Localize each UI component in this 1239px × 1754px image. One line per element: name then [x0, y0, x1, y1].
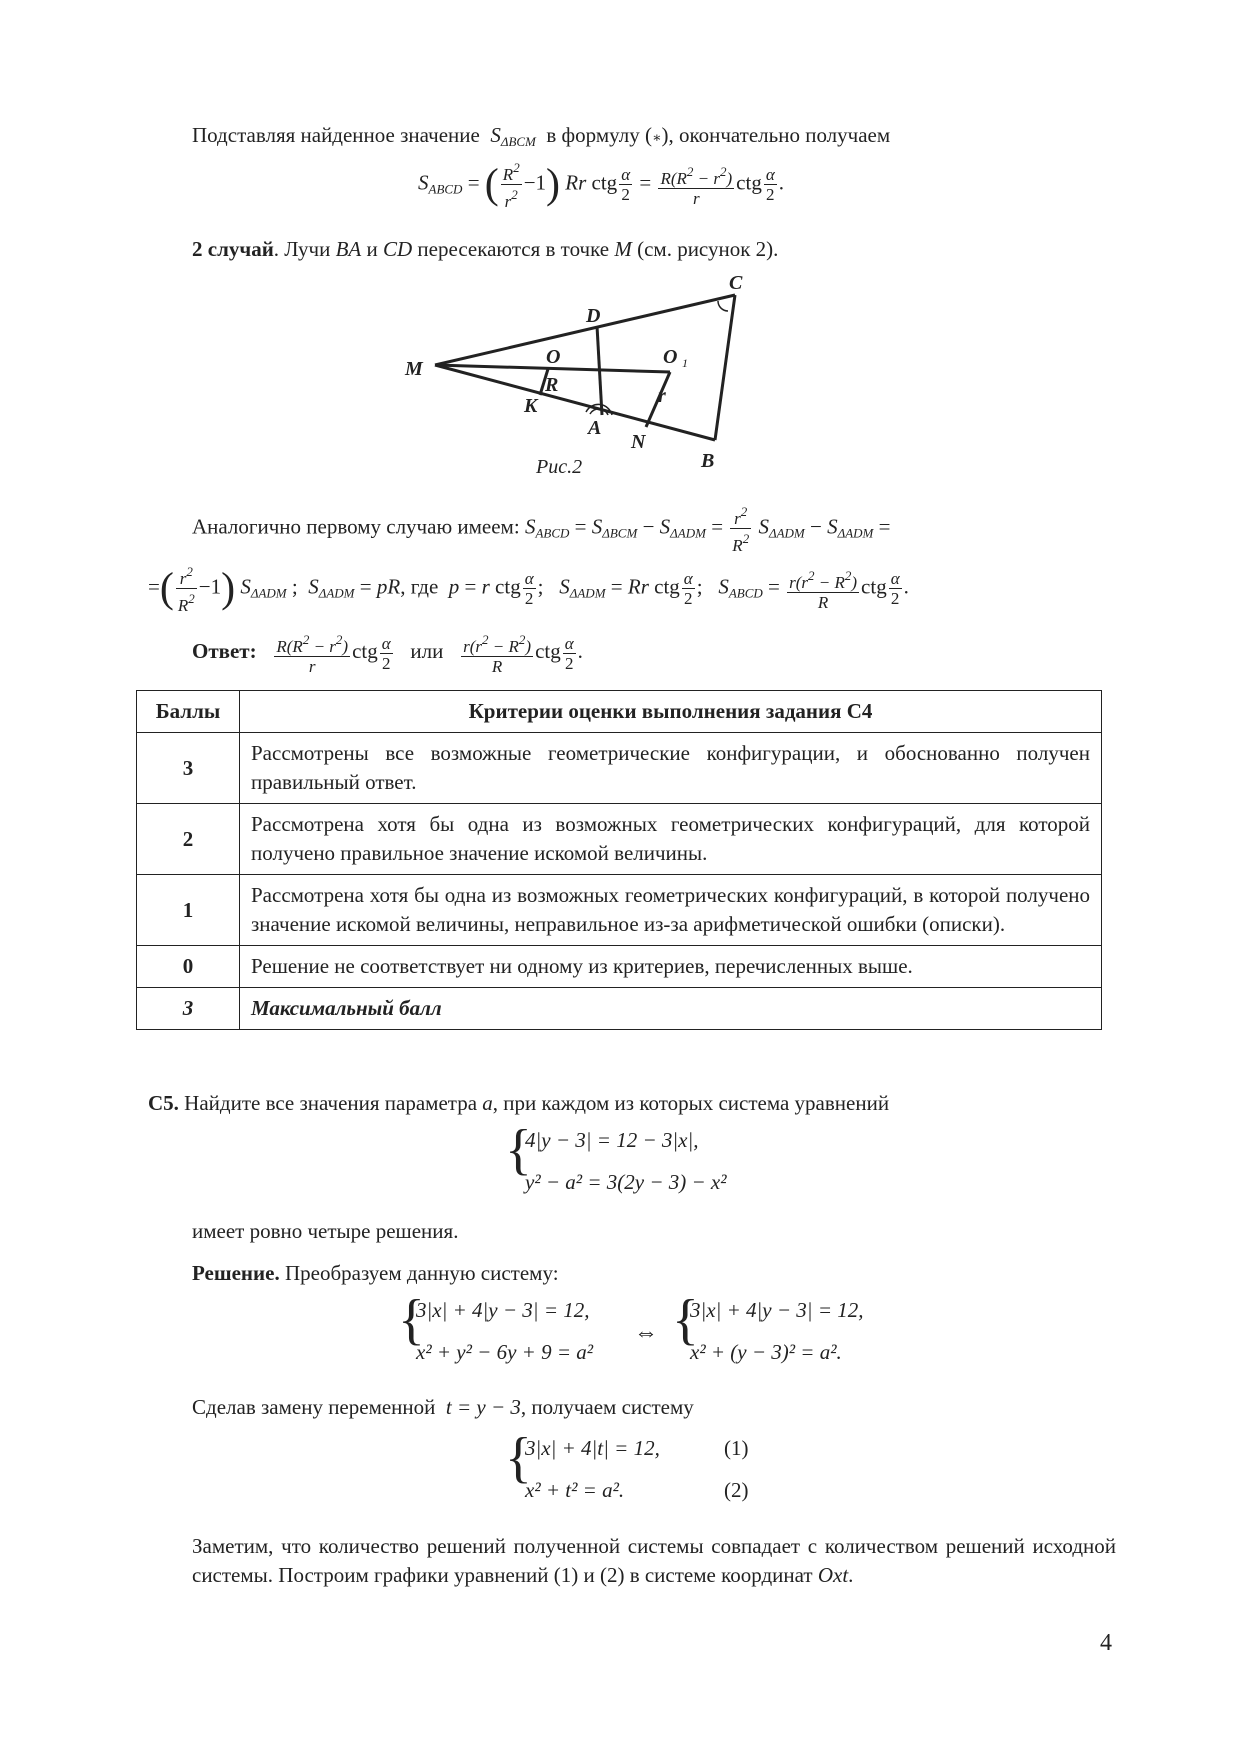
header-criteria: Критерии оценки выполнения задания С4 — [240, 691, 1102, 733]
table-row: 0 Решение не соответствует ни одному из критериев, перечисленных выше. — [137, 946, 1102, 988]
label-d: D — [586, 305, 601, 327]
label-n: N — [631, 431, 646, 453]
substitution-line: Сделав замену переменной t = y − 3, получаем систему — [192, 1395, 694, 1419]
label-o1: O — [663, 346, 678, 368]
solution-intro: Решение. Преобразуем данную систему: — [192, 1261, 559, 1285]
formula-analog-line2: =( $\frac{r^2}{R^2}$ −1) $S_{\Delta ADM}$ ; $S_{\Delta ADM}$ = pR, где p = r ctg $\frac{\alpha}{2}$ ; $S_{\Delta ADM} = Rr$ ctg $\frac{\alpha}{2}$ ; $S_{ABCD}$ = $\frac{r(r^2 - R^2)}{R}$ ctg $\frac{\alpha}{2}$ . — [148, 564, 909, 615]
table-header-row — [137, 691, 1102, 733]
figure-2-geometry — [390, 265, 770, 485]
c5-statement: С5. Найдите все значения параметра a, при каждом из которых система уравнений — [148, 1091, 890, 1115]
criteria-table — [136, 690, 1102, 1030]
formula-analog-line1: Аналогично первому случаю имеем: $S_{ABCD} = S_{\Delta BCM} - S_{\Delta ADM}$ = $\frac{r^2}{R^2}$ $S_{\Delta ADM} - S_{\Delta ADM}$ = — [192, 504, 891, 555]
label-b: B — [701, 450, 715, 472]
label-o: O — [546, 346, 561, 368]
svg-text:1: 1 — [682, 356, 688, 370]
label-a: A — [588, 417, 602, 439]
label-k: K — [524, 395, 538, 417]
c5-four-solutions: имеет ровно четыре решения. — [192, 1219, 459, 1243]
table-row: 1 Рассмотрена хотя бы одна из возможных геометрических конфигураций, в которой получено значение искомой величины, неправильное из-за арифметической ошибки (описки). — [137, 875, 1102, 946]
table-row: 2 Рассмотрена хотя бы одна из возможных геометрических конфигураций, для которой получено правильное значение искомой величины. — [137, 804, 1102, 875]
header-score: Баллы — [137, 691, 240, 733]
label-m: M — [405, 358, 423, 380]
figure-caption: Рис.2 — [536, 456, 583, 478]
answer-line: Ответ: $\frac{R(R^2 - r^2)}{r}$ ctg $\frac{\alpha}{2}$ или $\frac{r(r^2 - R^2)}{R}$ ctg $\frac{\alpha}{2}$ . — [192, 632, 583, 676]
paragraph-substitute: Подставляя найденное значение $S_{\Delta BCM}$ в формулу (∗), окончательно получаем — [192, 123, 891, 149]
label-r: R — [545, 374, 559, 396]
table-row: 3 Рассмотрены все возможные геометрические конфигурации, и обоснованно получен правильный ответ. — [137, 733, 1102, 804]
table-row-max: 3 Максимальный балл — [137, 988, 1102, 1030]
label-r-small: r — [658, 385, 666, 407]
page-number: 4 — [1100, 1630, 1112, 1656]
final-paragraph: Заметим, что количество решений полученной системы совпадает с количеством решений исходной системы. Построим графики уравнений (1) и (2) в системе координат Oxt. — [192, 1534, 1116, 1587]
label-c: C — [729, 272, 743, 294]
formula-s-abcd-case1: $S_{ABCD}$ = ( $\frac{R^2}{r^2}$ −1) Rr ctg $\frac{\alpha}{2}$ = $\frac{R(R^2 - r^2)}{r}$ ctg $\frac{\alpha}{2}$ . — [418, 160, 785, 211]
case-2-heading: 2 случай. Лучи BA и CD пересекаются в точке M (см. рисунок 2). — [192, 237, 779, 261]
